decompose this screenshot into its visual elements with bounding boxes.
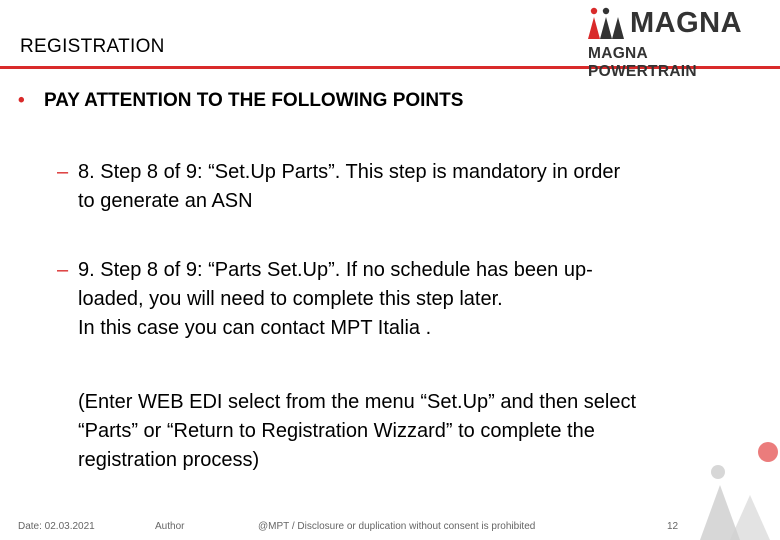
list-item-8 [57,158,762,216]
magna-logo [585,5,755,80]
magna-logo-mark-icon [585,5,629,41]
item-9-line-2: loaded, you will need to complete this step later. [78,288,503,310]
para-line-2: “Parts” or “Return to Registration Wizzard” to complete the [78,420,595,442]
logo-wordmark: MAGNA [630,7,743,39]
item-9-line-3: In this case you can contact MPT Italia . [78,317,432,339]
para-line-1: (Enter WEB EDI select from the menu “Set.Up” and then select [78,391,637,413]
instruction-paragraph [78,388,758,475]
main-bullet [18,90,463,112]
page-title: REGISTRATION [20,36,165,57]
footer-date: Date: 02.03.2021 [18,521,95,532]
list-item-9 [57,256,762,343]
corner-decoration-icon [680,440,780,540]
footer-notice: @MPT / Disclosure or duplication without consent is prohibited [258,521,536,532]
para-line-3: registration process) [78,449,260,471]
page-number: 12 [667,521,679,532]
logo-subtitle: MAGNA POWERTRAIN [588,45,697,80]
dash-marker: – [57,259,69,281]
section-heading: PAY ATTENTION TO THE FOLLOWING POINTS [44,90,464,111]
item-8-line-2: to generate an ASN [78,190,253,212]
dash-marker: – [57,161,69,183]
footer-author: Author [155,521,185,532]
item-9-line-1: 9. Step 8 of 9: “Parts Set.Up”. If no schedule has been up- [78,259,593,281]
item-8-line-1: 8. Step 8 of 9: “Set.Up Parts”. This step is mandatory in order [78,161,621,183]
bullet-icon: • [18,90,25,111]
